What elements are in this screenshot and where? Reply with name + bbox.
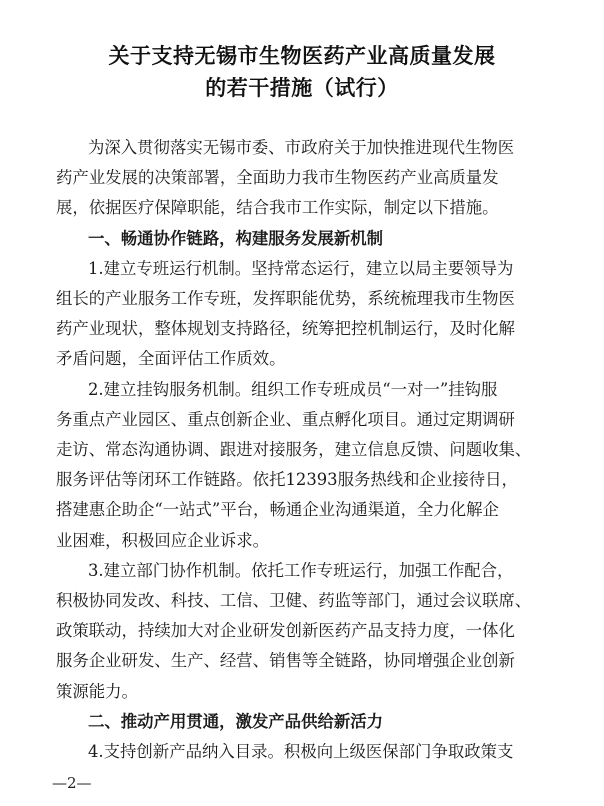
body-line: 3.建立部门协作机制。依托工作专班运行，加强工作配合，: [88, 560, 514, 580]
section-heading-2: 二、推动产用贯通，激发产品供给新活力: [88, 711, 384, 731]
body-line: 策源能力。: [56, 681, 138, 701]
body-line: 矛盾问题，全面评估工作质效。: [56, 349, 286, 369]
body-line: 服务评估等闭环工作链路。依托12393服务热线和企业接待日，: [56, 470, 518, 490]
body-line: 展，依据医疗保障职能，结合我市工作实际，制定以下措施。: [56, 198, 499, 218]
body-line: 搭建惠企助企“一站式”平台，畅通企业沟通渠道，全力化解企: [56, 500, 499, 520]
body-line: 2.建立挂钩服务机制。组织工作专班成员“一对一”挂钩服: [88, 379, 498, 399]
body-line: 务重点产业园区、重点创新企业、重点孵化项目。通过定期调研: [56, 409, 515, 429]
page-number: —2—: [52, 774, 92, 792]
body-line: 药产业发展的决策部署，全面助力我市生物医药产业高质量发: [56, 168, 499, 188]
section-heading-1: 一、畅通协作链路，构建服务发展新机制: [88, 228, 384, 248]
document-title-line-2: 的若干措施（试行）: [205, 76, 399, 100]
body-line: 走访、常态沟通协调、跟进对接服务，建立信息反馈、问题收集、: [56, 440, 532, 459]
document-title-line-1: 关于支持无锡市生物医药产业高质量发展: [108, 44, 496, 68]
body-line: 积极协同发改、科技、工信、卫健、药监等部门，通过会议联席、: [56, 591, 532, 610]
body-line: 政策联动，持续加大对企业研发创新医药产品支持力度，一体化: [56, 621, 515, 641]
body-line: 业困难，积极回应企业诉求。: [56, 530, 270, 550]
body-line: 服务企业研发、生产、经营、销售等全链路，协同增强企业创新: [56, 651, 515, 671]
body-line: 为深入贯彻落实无锡市委、市政府关于加快推进现代生物医: [88, 138, 515, 157]
body-line: 药产业现状，整体规划支持路径，统筹把控机制运行，及时化解: [56, 319, 515, 339]
body-line: 组长的产业服务工作专班，发挥职能优势，系统梳理我市生物医: [56, 289, 515, 308]
body-line: 4.支持创新产品纳入目录。积极向上级医保部门争取政策支: [88, 742, 514, 761]
body-line: 1.建立专班运行机制。坚持常态运行，建立以局主要领导为: [88, 258, 514, 278]
